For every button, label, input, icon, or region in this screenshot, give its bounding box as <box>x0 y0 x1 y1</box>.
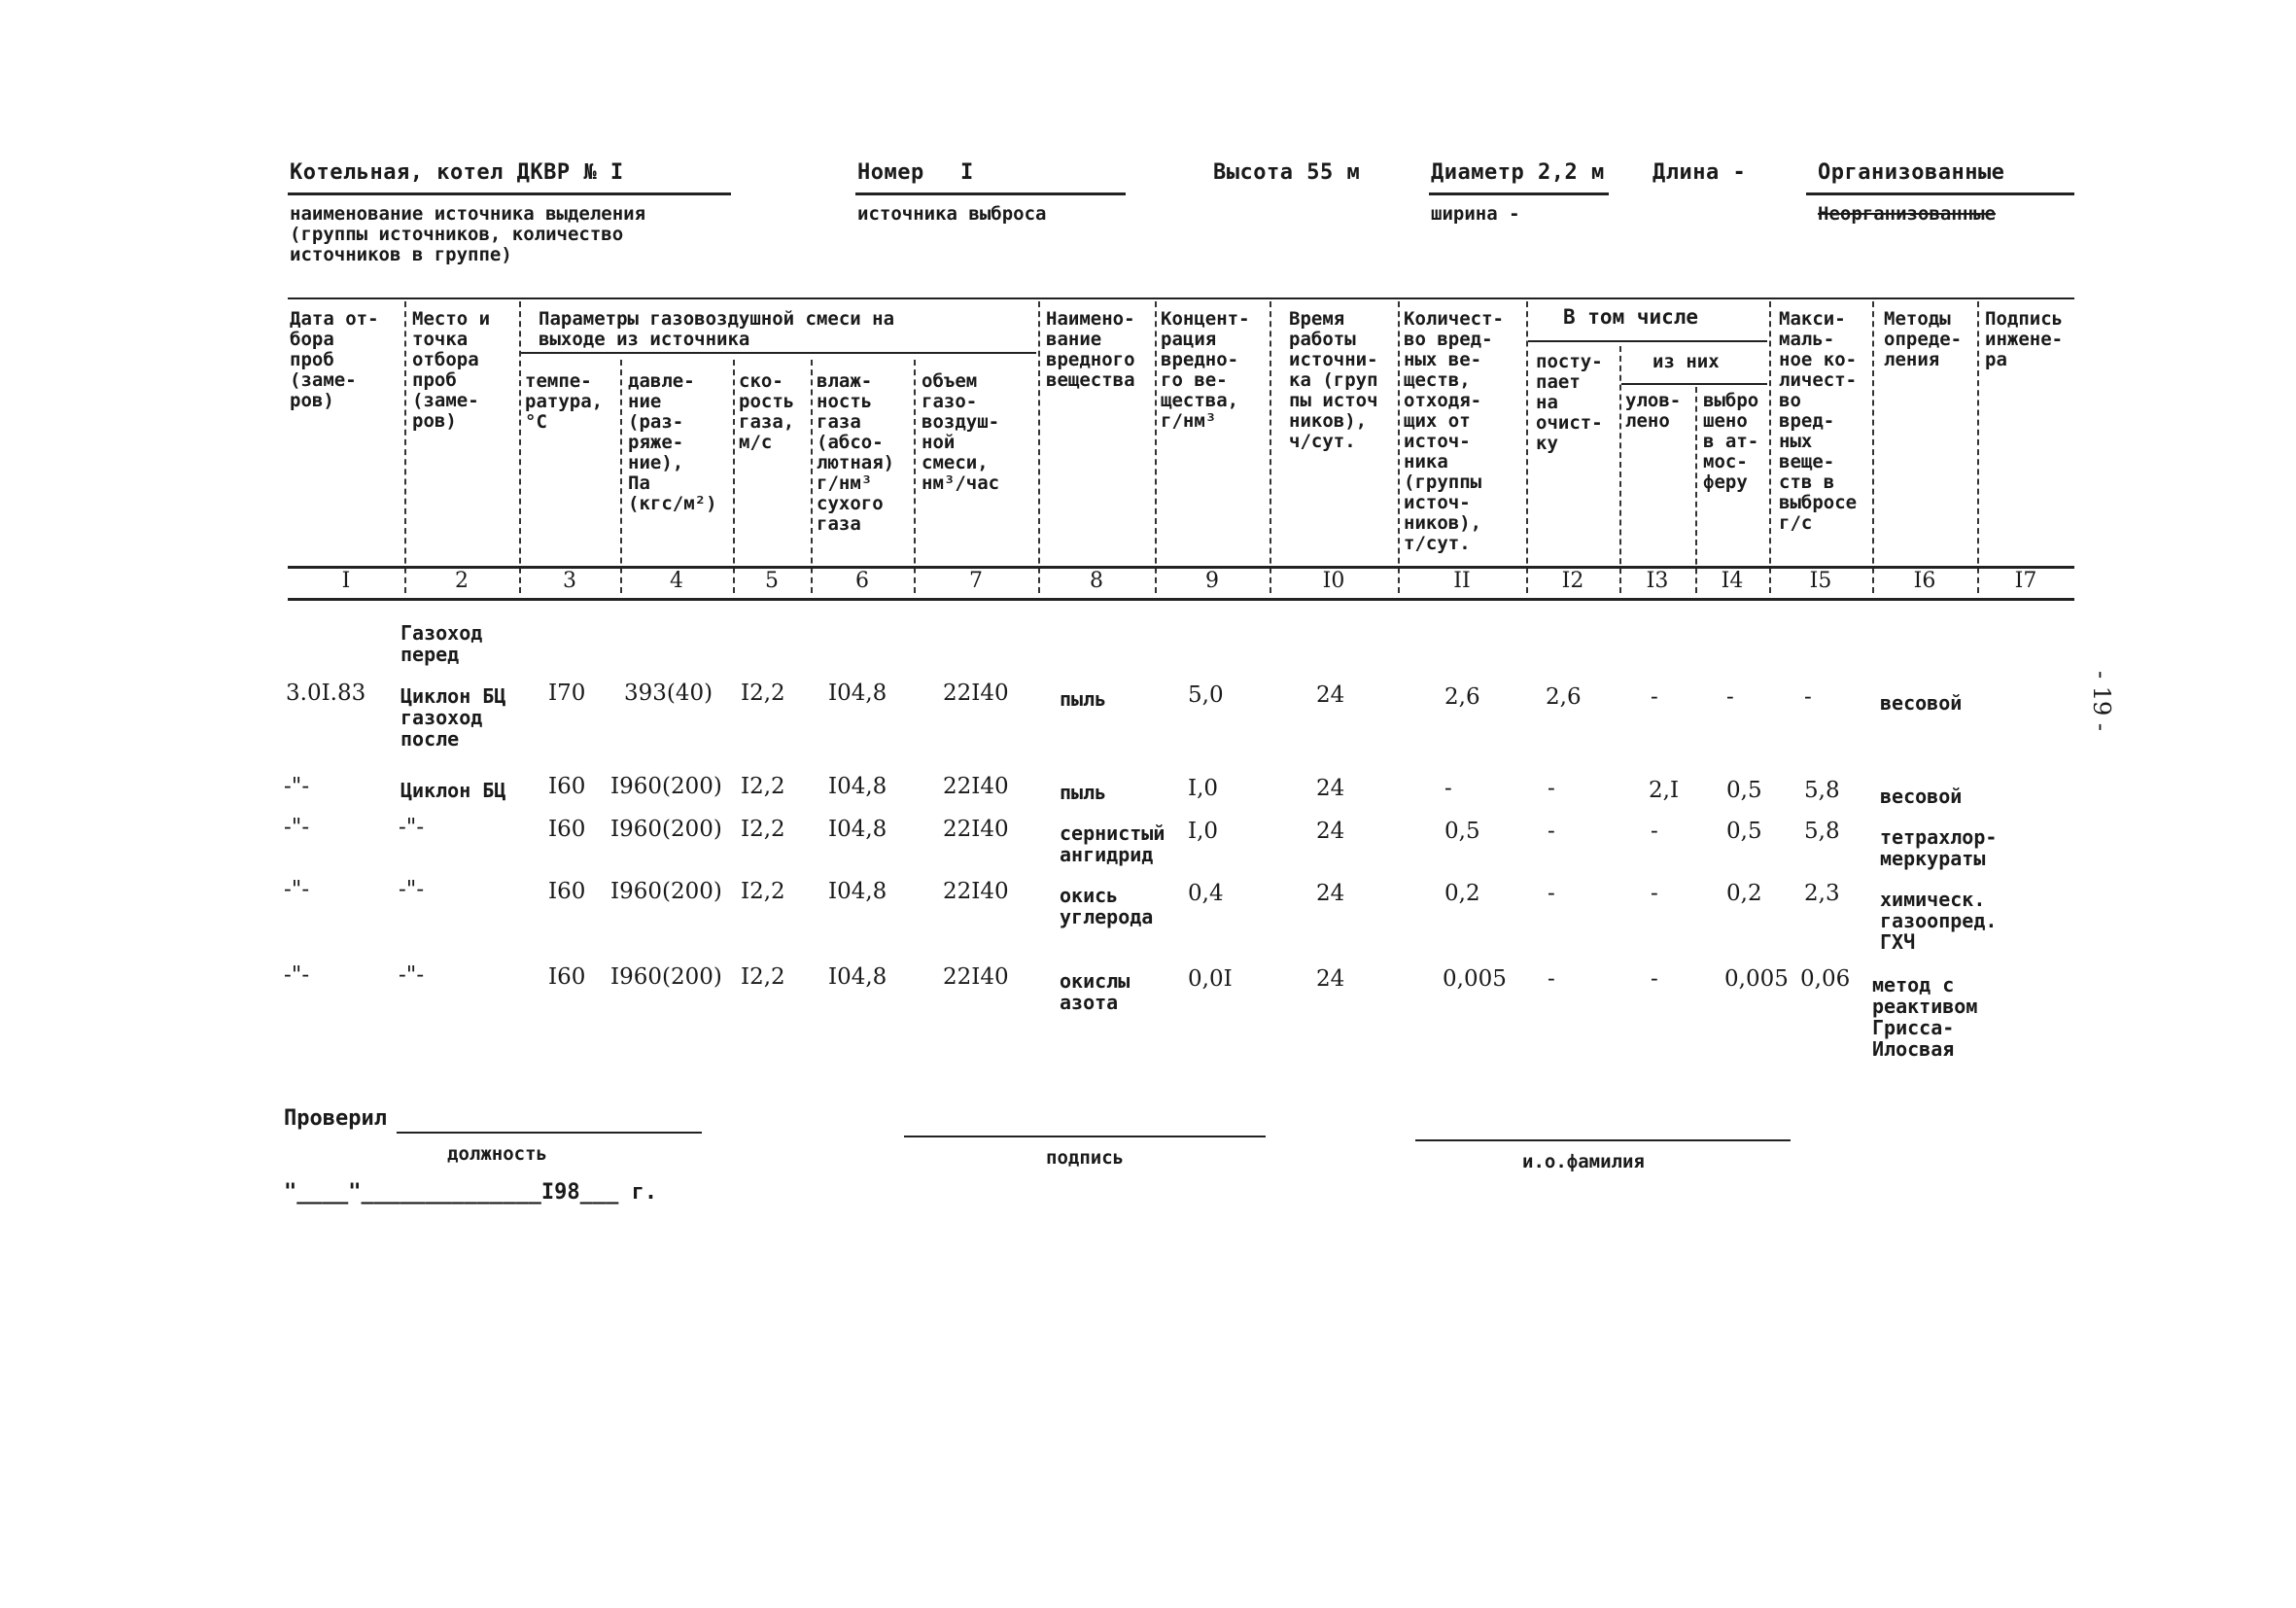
number-underline <box>855 192 1126 195</box>
col-number: 7 <box>969 569 983 593</box>
page-number: - 19 - <box>2088 671 2115 732</box>
width-field: ширина - <box>1431 203 1520 225</box>
row1-emitted: - <box>1726 684 1734 710</box>
date-line: "____"______________I98___ г. <box>284 1180 658 1205</box>
row4-date: -"- <box>284 877 310 902</box>
col-pressure-header: давле- ние (раз- ряже- ние), Па (кгс/м²) <box>628 370 717 514</box>
row5-humidity: I04,8 <box>828 964 887 990</box>
col-substance-header: Наимено- вание вредного вещества <box>1046 308 1135 391</box>
pre-row-place: Газоход перед <box>400 621 483 666</box>
in-that-header: В том числе <box>1563 305 1699 329</box>
row1-conc: 5,0 <box>1188 682 1224 708</box>
row2-method: весовой <box>1880 785 1963 808</box>
row5-substance: окислы азота <box>1060 969 1131 1014</box>
row2-emitted: 0,5 <box>1726 778 1762 803</box>
row4-volume: 22I40 <box>943 879 1009 904</box>
position-line <box>397 1132 702 1134</box>
row5-conc: 0,0I <box>1188 966 1233 992</box>
organized-underline <box>1806 192 2074 195</box>
row4-speed: I2,2 <box>741 879 785 904</box>
col-number: 6 <box>855 569 869 593</box>
in-that-rule <box>1528 340 1767 342</box>
col-number: I5 <box>1809 569 1832 593</box>
col-separator <box>811 360 813 593</box>
row3-speed: I2,2 <box>741 817 785 842</box>
source-emission-caption: источника выброса <box>857 203 1047 225</box>
row1-max: - <box>1804 684 1812 710</box>
col-separator <box>1977 301 1979 593</box>
col-number: 4 <box>670 569 683 593</box>
col-number: II <box>1453 569 1471 593</box>
col-separator <box>1872 301 1874 593</box>
row3-volume: 22I40 <box>943 817 1009 842</box>
row4-method: химическ. газоопред. ГХЧ <box>1880 888 1998 954</box>
organized-label: Организованные <box>1818 160 2005 185</box>
number-label: Номер <box>857 160 924 185</box>
length-field: Длина - <box>1652 160 1747 185</box>
position-caption: должность <box>447 1143 547 1165</box>
source-name-caption: наименование источника выделения (группы источников, количество источников в группе) <box>290 203 646 265</box>
row3-qty: 0,5 <box>1444 819 1480 844</box>
initials-line <box>1415 1139 1791 1141</box>
row2-temp: I60 <box>548 774 586 799</box>
row3-conc: I,0 <box>1188 819 1219 844</box>
number-value: I <box>960 160 974 185</box>
row5-max: 0,06 <box>1800 966 1851 992</box>
row5-emitted: 0,005 <box>1724 966 1789 992</box>
row3-method: тетрахлор- меркураты <box>1880 825 1998 870</box>
row5-temp: I60 <box>548 964 586 990</box>
row4-temp: I60 <box>548 879 586 904</box>
row5-speed: I2,2 <box>741 964 785 990</box>
row4-substance: окись углерода <box>1060 884 1154 928</box>
row3-substance: сернистый ангидрид <box>1060 821 1165 866</box>
initials-caption: и.о.фамилия <box>1522 1151 1645 1172</box>
row4-conc: 0,4 <box>1188 881 1224 906</box>
row4-emitted: 0,2 <box>1726 881 1762 906</box>
col-signature-header: Подпись инжене- ра <box>1985 308 2064 370</box>
col-number: 9 <box>1205 569 1219 593</box>
row5-qty: 0,005 <box>1443 966 1507 992</box>
row5-date: -"- <box>284 962 310 988</box>
row5-pressure: I960(200) <box>610 964 722 990</box>
row3-pressure: I960(200) <box>610 817 722 842</box>
row5-volume: 22I40 <box>943 964 1009 990</box>
col-number: 5 <box>765 569 779 593</box>
row3-cleaning: - <box>1548 819 1555 844</box>
col-numbers-bottom-rule <box>288 598 2074 601</box>
checked-by-label: Проверил <box>284 1106 387 1131</box>
row5-method: метод с реактивом Грисса- Илосвая <box>1872 973 1978 1061</box>
col-time-header: Время работы источни- ка (груп пы источ ников), ч/сут. <box>1289 308 1378 452</box>
col-emitted-header: выбро шено в ат- мос- феру <box>1703 390 1759 493</box>
row4-humidity: I04,8 <box>828 879 887 904</box>
row3-caught: - <box>1651 819 1658 844</box>
row2-place: Циклон БЦ <box>400 779 506 802</box>
row1-date: 3.0I.83 <box>286 681 366 706</box>
row2-conc: I,0 <box>1188 776 1219 801</box>
row2-qty: - <box>1444 776 1452 801</box>
row1-place: Циклон БЦ газоход после <box>400 684 506 751</box>
signature-line <box>904 1136 1266 1137</box>
row3-date: -"- <box>284 815 310 840</box>
row5-cleaning: - <box>1548 966 1555 992</box>
signature-caption: подпись <box>1046 1147 1125 1169</box>
col-separator <box>733 360 735 593</box>
col-separator <box>1038 301 1040 593</box>
row4-cleaning: - <box>1548 881 1555 906</box>
col-method-header: Методы опреде- ления <box>1884 308 1963 370</box>
col-separator <box>620 360 622 593</box>
row4-max: 2,3 <box>1804 881 1840 906</box>
boiler-underline <box>288 192 731 195</box>
row5-place: -"- <box>399 962 425 988</box>
of-them-header: из них <box>1652 351 1720 372</box>
row2-speed: I2,2 <box>741 774 785 799</box>
row1-qty: 2,6 <box>1444 684 1480 710</box>
row2-humidity: I04,8 <box>828 774 887 799</box>
row4-caught: - <box>1651 881 1658 906</box>
row1-substance: пыль <box>1060 687 1107 711</box>
row1-pressure: 393(40) <box>624 681 713 706</box>
table-top-rule <box>288 297 2074 299</box>
col-separator <box>1619 346 1621 593</box>
row1-time: 24 <box>1316 682 1345 708</box>
diameter-underline <box>1429 192 1609 195</box>
col-separator <box>404 301 406 593</box>
col-number: I4 <box>1721 569 1744 593</box>
col-conc-header: Концент- рация вредно- го ве- щества, г/нм³ <box>1161 308 1250 432</box>
row5-time: 24 <box>1316 966 1345 992</box>
col-number: I <box>341 569 351 593</box>
col-separator <box>914 360 916 593</box>
row2-caught: 2,I <box>1649 778 1680 803</box>
row3-humidity: I04,8 <box>828 817 887 842</box>
row4-qty: 0,2 <box>1444 881 1480 906</box>
row3-max: 5,8 <box>1804 819 1840 844</box>
col-place-header: Место и точка отбора проб (заме- ров) <box>412 308 491 432</box>
params-group-rule <box>521 352 1036 354</box>
col-speed-header: ско- рость газа, м/с <box>739 370 795 453</box>
row1-temp: I70 <box>548 681 586 706</box>
col-separator <box>519 301 521 593</box>
col-number: 3 <box>563 569 576 593</box>
col-separator <box>1769 301 1771 593</box>
row3-place: -"- <box>399 815 425 840</box>
col-number: I2 <box>1561 569 1584 593</box>
row1-caught: - <box>1651 684 1658 710</box>
row1-speed: I2,2 <box>741 681 785 706</box>
col-cleaning-header: посту- пает на очист- ку <box>1536 351 1603 454</box>
row1-volume: 22I40 <box>943 681 1009 706</box>
row5-caught: - <box>1651 966 1658 992</box>
boiler-title: Котельная, котел ДКВР № I <box>290 160 624 185</box>
row4-time: 24 <box>1316 881 1345 906</box>
row2-pressure: I960(200) <box>610 774 722 799</box>
col-number: 2 <box>455 569 469 593</box>
col-number: I7 <box>2014 569 2037 593</box>
col-volume-header: объем газо- воздуш- ной смеси, нм³/час <box>922 370 1000 494</box>
row2-cleaning: - <box>1548 776 1555 801</box>
col-separator <box>1270 301 1271 593</box>
row2-time: 24 <box>1316 776 1345 801</box>
col-caught-header: улов- лено <box>1625 390 1682 432</box>
row4-pressure: I960(200) <box>610 879 722 904</box>
row3-temp: I60 <box>548 817 586 842</box>
col-number: 8 <box>1090 569 1103 593</box>
col-date-header: Дата от- бора проб (заме- ров) <box>290 308 379 411</box>
row2-volume: 22I40 <box>943 774 1009 799</box>
col-number: I3 <box>1646 569 1669 593</box>
col-number: I0 <box>1322 569 1345 593</box>
col-separator <box>1398 301 1400 593</box>
row1-cleaning: 2,6 <box>1546 684 1582 710</box>
col-temp-header: темпе- ратура, °С <box>525 370 604 433</box>
row1-humidity: I04,8 <box>828 681 887 706</box>
row4-place: -"- <box>399 877 425 902</box>
row1-method: весовой <box>1880 691 1963 715</box>
row2-date: -"- <box>284 774 310 799</box>
diameter-field: Диаметр 2,2 м <box>1431 160 1605 185</box>
row3-time: 24 <box>1316 819 1345 844</box>
params-group-header: Параметры газовоздушной смеси на выходе из источника <box>539 308 895 350</box>
of-them-rule <box>1621 383 1767 385</box>
col-max-header: Макси- маль- ное ко- личест- во вред- ных веще- ств в выбросе г/с <box>1779 308 1858 534</box>
row3-emitted: 0,5 <box>1726 819 1762 844</box>
col-number: I6 <box>1913 569 1936 593</box>
height-field: Высота 55 м <box>1213 160 1361 185</box>
col-humidity-header: влаж- ность газа (абсо- лютная) г/нм³ сухого газа <box>817 370 895 535</box>
col-qty-header: Количест- во вред- ных ве- ществ, отходя- щих от источ- ника (группы источ- ников), т/сут. <box>1404 308 1504 554</box>
col-separator <box>1695 387 1697 593</box>
row2-substance: пыль <box>1060 781 1107 804</box>
row2-max: 5,8 <box>1804 778 1840 803</box>
col-separator <box>1155 301 1157 593</box>
col-separator <box>1526 301 1528 593</box>
unorganized-label: Неорганизованные <box>1818 203 1997 225</box>
